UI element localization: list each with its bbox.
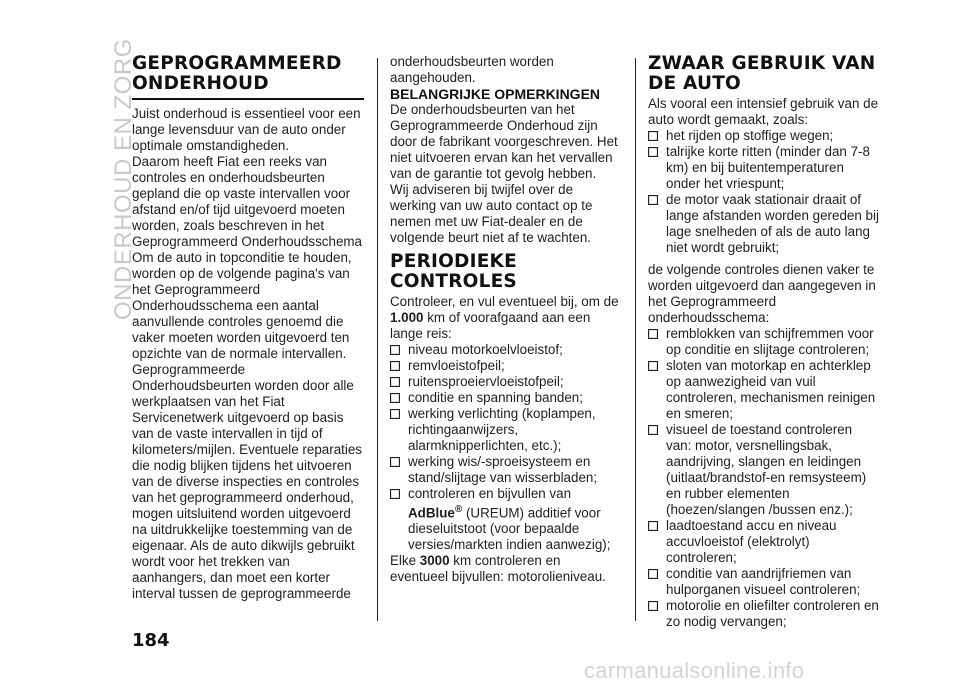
checkbox-icon xyxy=(648,425,660,435)
paragraph: Juist onderhoud is essentieel voor een lange levensduur van de auto onder optimale omstandigheden. xyxy=(132,106,361,153)
section-sidebar xyxy=(66,20,137,320)
list-item xyxy=(648,144,880,192)
checkbox-icon xyxy=(648,131,660,141)
section-title: ONDERHOUD EN ZORG xyxy=(110,38,137,320)
list-item xyxy=(648,192,880,256)
list-item xyxy=(390,406,620,454)
list-item xyxy=(390,374,620,390)
list-item-text: de motor vaak stationair draait of lange afstanden worden gereden bij lage snelheden of als de auto lang niet wordt gebruikt; xyxy=(666,192,879,255)
checkbox-icon xyxy=(390,457,402,467)
paragraph: de volgende controles dienen vaker te worden uitgevoerd dan aangegeven in het Geprogrammeerd onderhoudsschema: xyxy=(648,262,876,325)
list-item xyxy=(648,326,880,358)
checkbox-icon xyxy=(390,409,402,419)
list-item xyxy=(648,518,880,566)
list-item-text: ruitensproeiervloeistofpeil; xyxy=(408,374,564,389)
column-divider xyxy=(377,58,378,621)
list-item: controleren en bijvullen van AdBlue® (UREUM) additief voor dieseluitstoot (voor bepaalde versies/markten indien aanwezig); xyxy=(390,486,620,553)
list-item xyxy=(390,390,620,406)
paragraph: Controleer, en vul eventueel bij, om de 1.000 km of voorafgaand aan een lange reis: xyxy=(390,294,619,341)
checkbox-icon xyxy=(390,393,402,403)
checkbox-icon xyxy=(648,361,660,371)
paragraph: Wij adviseren bij twijfel over de werking van uw auto contact op te nemen met uw Fiat-dealer en de volgende beurt niet af te wachten. xyxy=(390,182,593,245)
paragraph: Geprogrammeerde Onderhoudsbeurten worden door alle werkplaatsen van het Fiat Servicenetwerk uitgevoerd op basis van de vaste intervallen in tijd of kilometers/mijlen. Eventuele reparaties die nodig blijken tijdens het uitvoeren van de diverse inspecties en controles van het geprogrammeerd onderhoud, mogen uitsluitend worden uitgevoerd na uitdrukkelijke toestemming van de eigenaar. Als de auto dikwijls gebruikt wordt voor het trekken van aanhangers, dan moet een korter interval tussen de geprogrammeerde xyxy=(132,362,362,601)
paragraph: Daarom heeft Fiat een reeks van controles en onderhoudsbeurten gepland die op vaste intervallen voor afstand en/of tijd uitgevoerd moeten worden, zoals beschreven in het Geprogrammeerd Onderhoudsschema xyxy=(132,154,362,249)
list-item-text: motorolie en oliefilter controleren en zo nodig vervangen; xyxy=(666,598,879,629)
list-item-text: talrijke korte ritten (minder dan 7-8 km) en bij buitentemperaturen onder het vriespunt; xyxy=(666,144,870,191)
checkbox-icon xyxy=(390,377,402,387)
heading-zwaar-gebruik: ZWAAR GEBRUIK VAN DE AUTO xyxy=(648,53,876,94)
checkbox-icon xyxy=(648,329,660,339)
list-item xyxy=(648,128,880,144)
list-item-text: werking wis/-sproeisysteem en stand/slijtage van wisserbladen; xyxy=(408,454,598,485)
list-item xyxy=(390,342,620,358)
list-item-text: werking verlichting (koplampen, richtingaanwijzers, alarmknipperlichten, etc.); xyxy=(408,406,596,453)
column-2 xyxy=(390,54,620,585)
paragraph: onderhoudsbeurten worden aangehouden. xyxy=(390,54,554,85)
list-item xyxy=(390,358,620,374)
checkbox-icon xyxy=(390,489,402,499)
paragraph: Elke 3000 km controleren en eventueel bijvullen: motorolieniveau. xyxy=(390,553,606,585)
checkbox-icon xyxy=(390,361,402,371)
list-item-text: het rijden op stoffige wegen; xyxy=(666,128,834,143)
paragraph: Als vooral een intensief gebruik van de auto wordt gemaakt, zoals: xyxy=(648,96,879,127)
checkbox-icon xyxy=(648,601,660,611)
list-item-text: conditie en spanning banden; xyxy=(408,390,583,405)
checkbox-icon xyxy=(648,147,660,157)
paragraph: De onderhoudsbeurten van het Geprogrammeerde Onderhoud zijn door de fabrikant voorgeschreven. Het niet uitvoeren ervan kan het vervallen van de garantie tot gevolg hebben. xyxy=(390,102,618,181)
list-item xyxy=(648,422,880,518)
checkbox-icon xyxy=(648,521,660,531)
sub-heading: BELANGRIJKE OPMERKINGEN xyxy=(390,86,601,102)
heading-geprogrammeerd-onderhoud: GEPROGRAMMEERD ONDERHOUD xyxy=(132,54,364,100)
page-number: 184 xyxy=(132,630,170,651)
list-item-text: remvloeistofpeil; xyxy=(408,358,505,373)
checkbox-icon xyxy=(648,195,660,205)
list-item-text: sloten van motorkap en achterklep op aanwezigheid van vuil controleren, mechanismen reinigen en smeren; xyxy=(666,358,876,421)
list-item-text: niveau motorkoelvloeistof; xyxy=(408,342,563,357)
list-item xyxy=(648,358,880,422)
column-3 xyxy=(648,54,880,630)
list-item xyxy=(648,598,880,630)
list-item xyxy=(390,454,620,486)
paragraph: Om de auto in topconditie te houden, worden op de volgende pagina's van het Geprogrammeerd Onderhoudsschema een aantal aanvullende controles genoemd die vaker moeten worden uitgevoerd ten opzichte van de normale intervallen. xyxy=(132,250,352,361)
watermark: carmanualsonline.info xyxy=(584,658,805,683)
list-item-text: remblokken van schijfremmen voor op conditie en slijtage controleren; xyxy=(666,326,874,357)
checkbox-icon xyxy=(390,345,402,355)
list-item xyxy=(648,566,880,598)
column-divider xyxy=(635,58,636,621)
list-item-text: laadtoestand accu en niveau accuvloeistof (elektrolyt) controleren; xyxy=(666,518,837,565)
heading-periodieke-controles: PERIODIEKE CONTROLES xyxy=(390,251,517,292)
column-1 xyxy=(132,54,364,602)
list-item-text: conditie van aandrijfriemen van hulporganen visueel controleren; xyxy=(666,566,861,597)
list-item-text: visueel de toestand controleren van: motor, versnellingsbak, aandrijving, slangen en leidingen (uitlaat/brandstof-en remsysteem) en rubber elementen (hoezen/slangen /bussen enz.); xyxy=(666,422,867,517)
checkbox-icon xyxy=(648,569,660,579)
